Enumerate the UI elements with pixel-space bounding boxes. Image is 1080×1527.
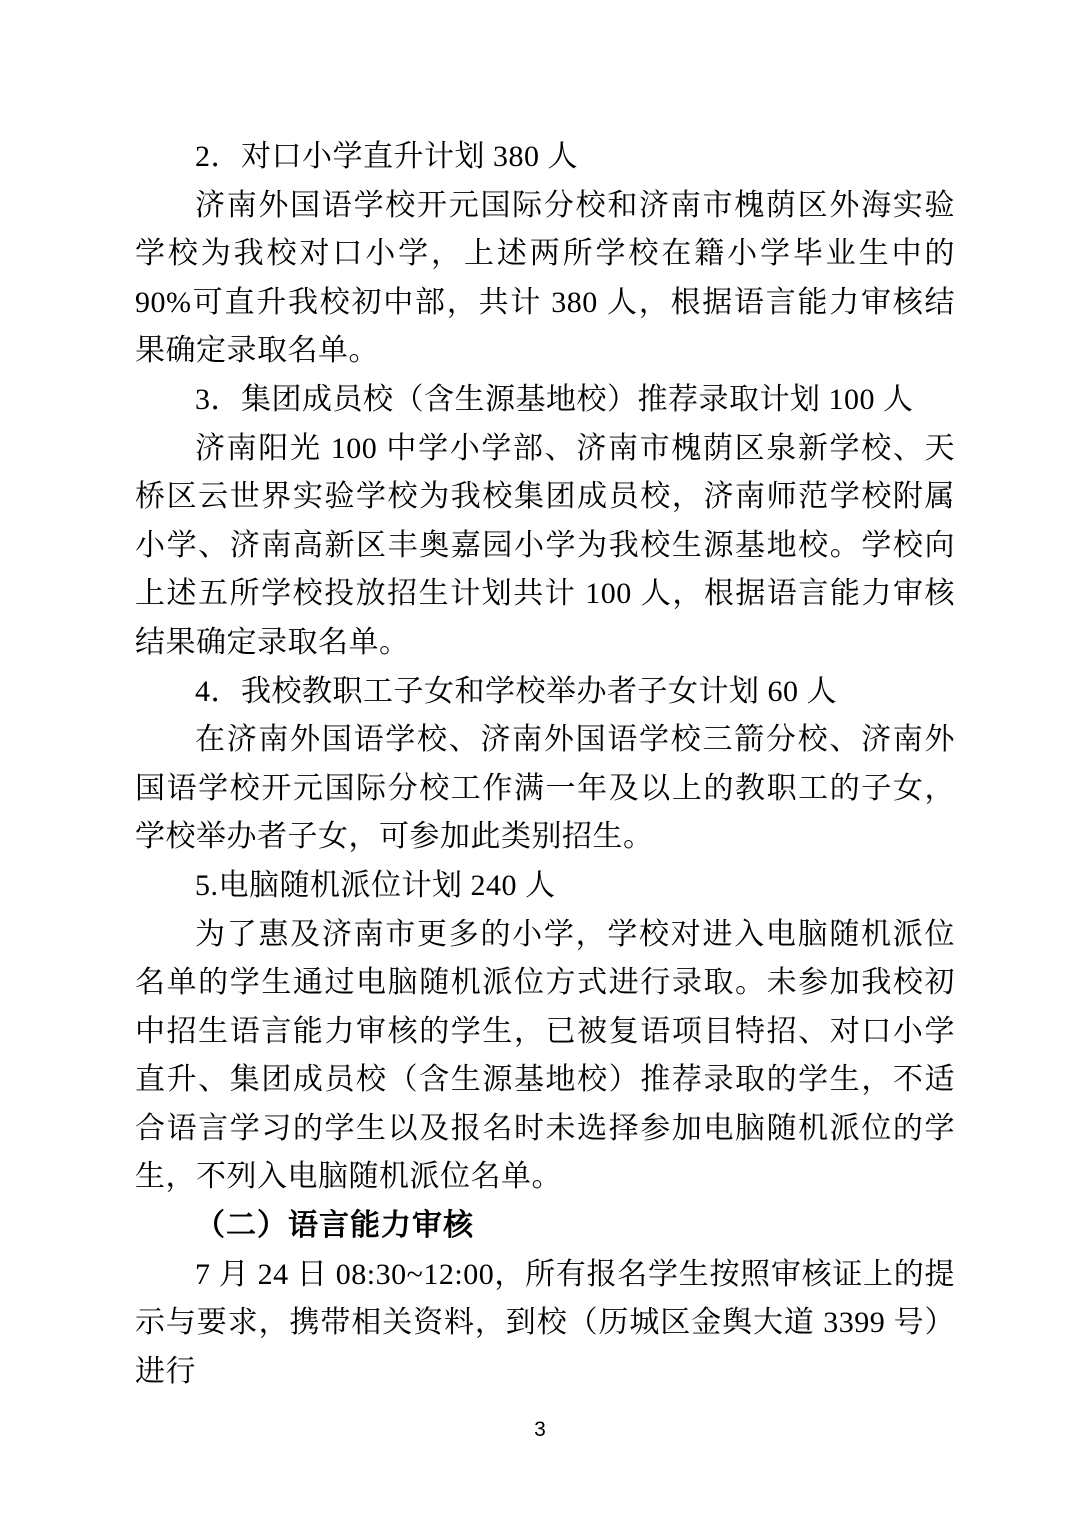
heading-item-5: 5.电脑随机派位计划 240 人: [195, 868, 556, 902]
heading-item-2: 2．对口小学直升计划 380 人: [195, 140, 578, 173]
heading-section-language-review: （二）语言能力审核: [195, 1209, 474, 1243]
heading-item-4: 4．我校教职工子女和学校举办者子女计划 60 人: [195, 674, 837, 708]
paragraph-item-4: 在济南外国语学校、济南外国语学校三箭分校、济南外国语学校开元国际分校工作满一年及以上的教职工的子女，学校举办者子女，可参加此类别招生。: [135, 723, 955, 854]
page-number: 3: [534, 1418, 546, 1441]
paragraph-item-3: 济南阳光 100 中学小学部、济南市槐荫区泉新学校、天桥区云世界实验学校为我校集团成员校，济南师范学校附属小学、济南高新区丰奥嘉园小学为我校生源基地校。学校向上述五所学校投放招生计划共计 100 人，根据语言能力审核结果确定录取名单。: [135, 431, 955, 659]
paragraph-language-review: 7 月 24 日 08:30~12:00，所有报名学生按照审核证上的提示与要求，携带相关资料，到校（历城区金舆大道 3399 号）进行: [135, 1257, 955, 1388]
paragraph-item-2: 济南外国语学校开元国际分校和济南市槐荫区外海实验学校为我校对口小学，上述两所学校在籍小学毕业生中的 90%可直升我校初中部，共计 380 人，根据语言能力审核结果确定录取名单。: [135, 188, 955, 368]
paragraph-item-5: 为了惠及济南市更多的小学，学校对进入电脑随机派位名单的学生通过电脑随机派位方式进行录取。未参加我校初中招生语言能力审核的学生，已被复语项目特招、对口小学直升、集团成员校（含生源基地校）推荐录取的学生，不适合语言学习的学生以及报名时未选择参加电脑随机派位的学生，不列入电脑随机派位名单。: [135, 917, 955, 1194]
heading-item-3: 3．集团成员校（含生源基地校）推荐录取计划 100 人: [195, 382, 914, 416]
document-content: [135, 133, 955, 1396]
